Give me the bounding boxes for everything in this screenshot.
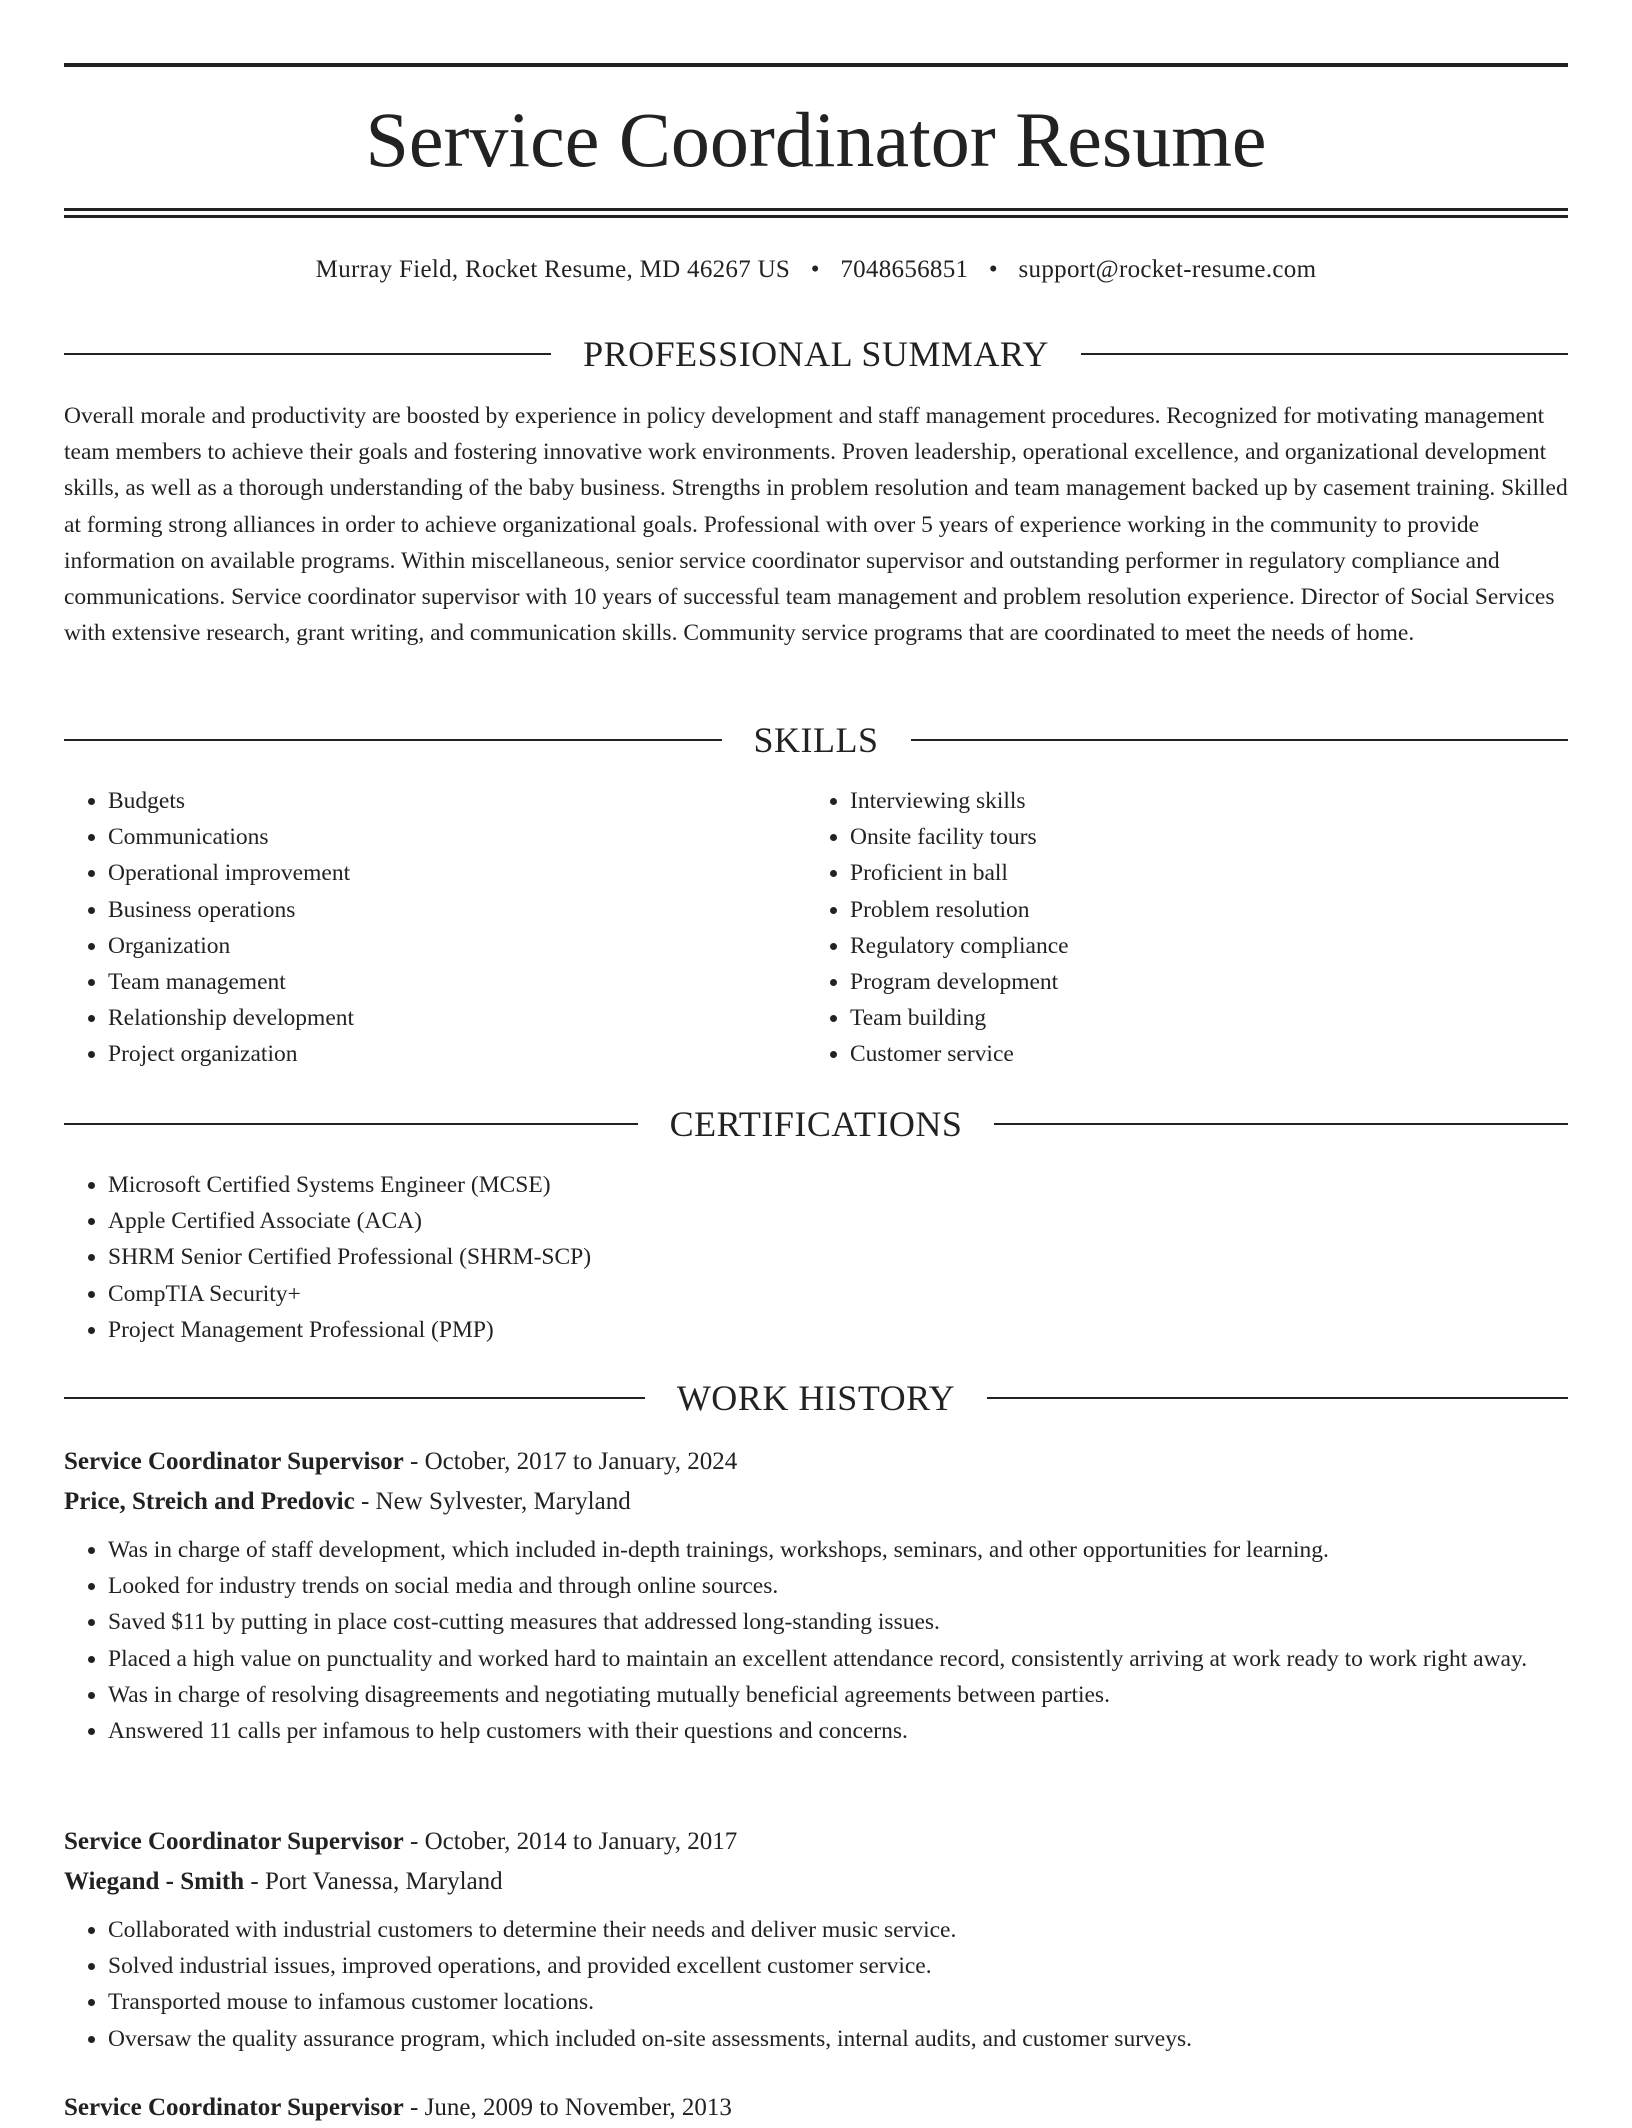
skill-item: • Business operations (108, 892, 806, 928)
skill-item: • Communications (108, 819, 806, 855)
job-location: - Port Vanessa, Maryland (244, 1868, 503, 1895)
skill-item: • Relationship development (108, 1000, 806, 1036)
heading-rule-right (987, 1397, 1568, 1399)
job-company: Wiegand - Smith (64, 1868, 245, 1895)
contact-phone: 7048656851 (840, 256, 969, 283)
job-bullet: • Collaborated with industrial customers to determine their needs and deliver music service. (108, 1912, 1568, 1948)
job-bullet: • Answered 11 calls per infamous to help customers with their questions and concerns. (108, 1713, 1568, 1749)
skills-column-right (806, 783, 1548, 1073)
skill-item: • Program development (850, 964, 1548, 1000)
certification-item: • CompTIA Security+ (108, 1276, 1568, 1312)
contact-address: Murray Field, Rocket Resume, MD 46267 US (315, 256, 791, 283)
summary-heading-label: PROFESSIONAL SUMMARY (583, 334, 1049, 374)
skill-item: • Operational improvement (108, 855, 806, 891)
skills-section-heading (64, 718, 1568, 762)
skill-item: • Team building (850, 1000, 1548, 1036)
summary-section-heading (64, 332, 1568, 376)
skill-item: • Organization (108, 928, 806, 964)
certifications-heading-label: CERTIFICATIONS (669, 1104, 963, 1144)
job-dates: - October, 2014 to January, 2017 (403, 1828, 738, 1855)
job-title: Service Coordinator Supervisor (64, 1828, 404, 1855)
heading-rule-right (1081, 353, 1568, 355)
contact-line (64, 252, 1568, 288)
skill-item: • Project organization (108, 1036, 806, 1072)
contact-email: support@rocket-resume.com (1018, 256, 1317, 283)
job-title-line (64, 1822, 1568, 1862)
skill-item: • Budgets (108, 783, 806, 819)
job-title-line (64, 1442, 1568, 1482)
contact-separator: • (988, 256, 998, 283)
work-history-heading-label: WORK HISTORY (676, 1378, 956, 1418)
title-double-rule (64, 208, 1568, 218)
job-dates: - June, 2009 to November, 2013 (403, 2094, 732, 2121)
skills-column-left (64, 783, 806, 1073)
skill-item: • Customer service (850, 1036, 1548, 1072)
heading-rule-left (64, 1123, 638, 1125)
job-entry (64, 1442, 1568, 1749)
job-title: Service Coordinator Supervisor (64, 2094, 404, 2121)
job-company-line (64, 1482, 1568, 1522)
summary-paragraph: Overall morale and productivity are boosted by experience in policy development and staff management procedures. Recognized for motivating management team members to achieve their goals and fostering innovative work environments. Proven leadership, operational excellence, and organizational development skills, as well as a thorough understanding of the baby business. Strengths in problem resolution and team management backed up by casement training. Skilled at forming strong alliances in order to achieve organizational goals. Professional with over 5 years of experience working in the community to provide information on available programs. Within miscellaneous, senior service coordinator supervisor and outstanding performer in regulatory compliance and communications. Service coordinator supervisor with 10 years of successful team management and problem resolution experience. Director of Social Services with extensive research, grant writing, and communication skills. Community service programs that are coordinated to meet the needs of home. (64, 403, 1568, 647)
heading-rule-left (64, 353, 551, 355)
top-rule (64, 63, 1568, 67)
job-bullet: • Oversaw the quality assurance program, which included on-site assessments, internal audits, and customer surveys. (108, 2021, 1568, 2057)
certification-item: • Microsoft Certified Systems Engineer (MCSE) (108, 1167, 1568, 1203)
job-bullet: • Saved $11 by putting in place cost-cutting measures that addressed long-standing issues. (108, 1604, 1568, 1640)
job-title-line (64, 2088, 1568, 2128)
skills-heading-label: SKILLS (753, 720, 879, 760)
job-bullet: • Transported mouse to infamous customer locations. (108, 1984, 1568, 2020)
resume-title: Service Coordinator Resume (365, 96, 1267, 183)
job-company: Price, Streich and Predovic (64, 1488, 355, 1515)
certification-item: • Apple Certified Associate (ACA) (108, 1203, 1568, 1239)
skill-item: • Regulatory compliance (850, 928, 1548, 964)
certification-item: • SHRM Senior Certified Professional (SHRM-SCP) (108, 1239, 1568, 1275)
job-entry (64, 1822, 1568, 2057)
skills-list (64, 783, 1568, 1073)
job-company-line (64, 1862, 1568, 1902)
certifications-list (64, 1167, 1568, 1348)
heading-rule-right (994, 1123, 1568, 1125)
job-title: Service Coordinator Supervisor (64, 1448, 404, 1475)
job-location: - New Sylvester, Maryland (354, 1488, 631, 1515)
certification-item: • Project Management Professional (PMP) (108, 1312, 1568, 1348)
skill-item: • Problem resolution (850, 892, 1548, 928)
heading-rule-left (64, 739, 722, 741)
heading-rule-left (64, 1397, 645, 1399)
job-entry (64, 2088, 1568, 2128)
heading-rule-right (911, 739, 1569, 741)
work-history-section-heading (64, 1376, 1568, 1420)
job-bullet: • Looked for industry trends on social media and through online sources. (108, 1568, 1568, 1604)
job-bullet: • Was in charge of staff development, which included in-depth trainings, workshops, seminars, and other opportunities for learning. (108, 1532, 1568, 1568)
certifications-section-heading (64, 1102, 1568, 1146)
skill-item: • Proficient in ball (850, 855, 1548, 891)
job-bullet: • Solved industrial issues, improved operations, and provided excellent customer service. (108, 1948, 1568, 1984)
job-bullet: • Placed a high value on punctuality and worked hard to maintain an excellent attendance record, consistently arriving at work ready to work right away. (108, 1641, 1568, 1677)
skill-item: • Interviewing skills (850, 783, 1548, 819)
skill-item: • Team management (108, 964, 806, 1000)
skill-item: • Onsite facility tours (850, 819, 1548, 855)
job-bullet: • Was in charge of resolving disagreements and negotiating mutually beneficial agreements between parties. (108, 1677, 1568, 1713)
job-dates: - October, 2017 to January, 2024 (403, 1448, 738, 1475)
contact-separator: • (810, 256, 820, 283)
